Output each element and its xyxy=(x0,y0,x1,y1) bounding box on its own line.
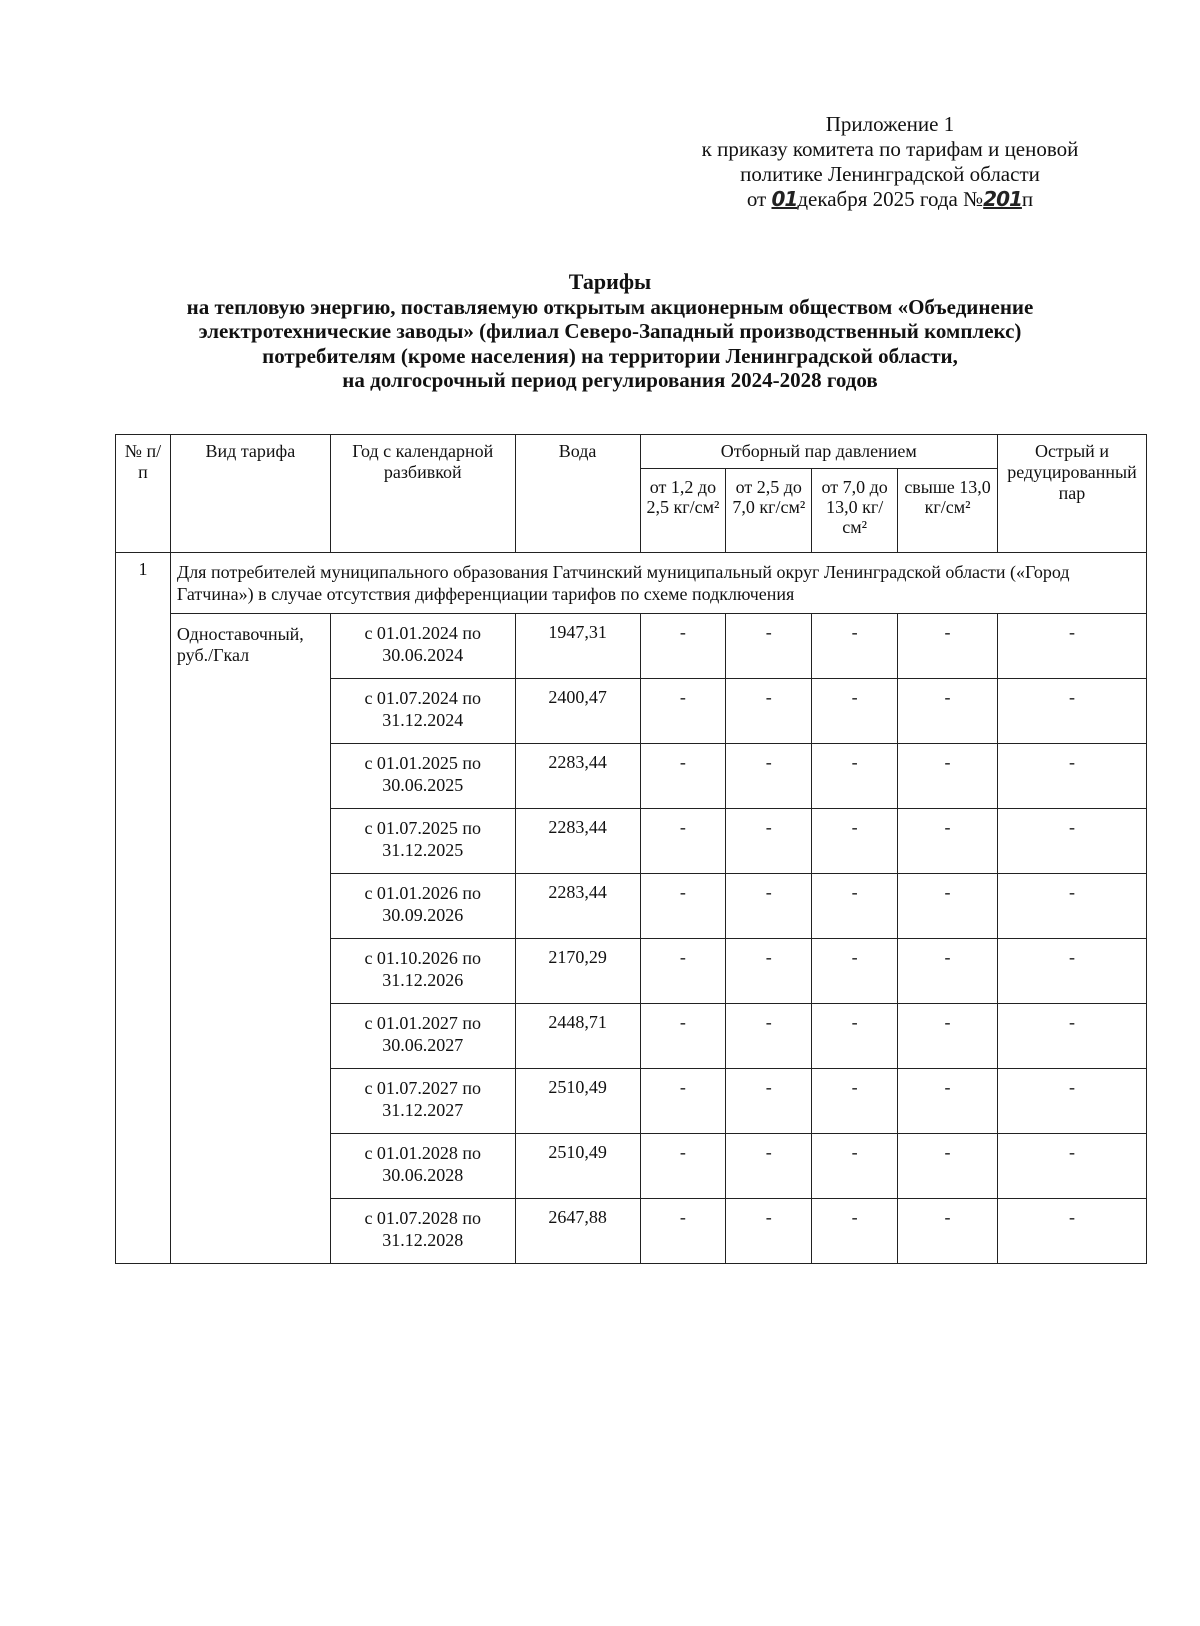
header-num: № п/п xyxy=(116,435,171,553)
water-value-cell: 2400,47 xyxy=(515,679,640,744)
water-value-cell: 2283,44 xyxy=(515,809,640,874)
empty-value-cell: - xyxy=(726,614,812,679)
empty-value-cell: - xyxy=(898,679,998,744)
empty-value-cell: - xyxy=(640,744,726,809)
empty-value-cell: - xyxy=(812,939,898,1004)
empty-value-cell: - xyxy=(812,809,898,874)
water-value-cell: 2170,29 xyxy=(515,939,640,1004)
empty-value-cell: - xyxy=(726,1199,812,1264)
empty-value-cell: - xyxy=(812,1004,898,1069)
empty-value-cell: - xyxy=(898,1134,998,1199)
water-value-cell: 2510,49 xyxy=(515,1134,640,1199)
number-suffix: п xyxy=(1021,187,1034,211)
empty-value-cell: - xyxy=(640,1004,726,1069)
period-cell: с 01.07.2028 по 31.12.2028 xyxy=(330,1199,515,1264)
appendix-line-2: к приказу комитета по тарифам и ценовой xyxy=(701,137,1079,161)
date-prefix: от xyxy=(746,187,767,211)
period-cell: с 01.01.2024 по 30.06.2024 xyxy=(330,614,515,679)
empty-value-cell: - xyxy=(898,874,998,939)
empty-value-cell: - xyxy=(997,744,1146,809)
empty-value-cell: - xyxy=(640,939,726,1004)
empty-value-cell: - xyxy=(812,1134,898,1199)
empty-value-cell: - xyxy=(640,679,726,744)
document-title xyxy=(110,270,1110,393)
empty-value-cell: - xyxy=(726,809,812,874)
empty-value-cell: - xyxy=(997,1004,1146,1069)
water-value-cell: 2448,71 xyxy=(515,1004,640,1069)
empty-value-cell: - xyxy=(726,1134,812,1199)
water-value-cell: 2510,49 xyxy=(515,1069,640,1134)
empty-value-cell: - xyxy=(726,1004,812,1069)
section-description: Для потребителей муниципального образования Гатчинский муниципальный округ Ленинградской области («Город Гатчина») в случае отсутствия дифференциации тарифов по схеме подключения xyxy=(170,553,1146,614)
water-value-cell: 2283,44 xyxy=(515,874,640,939)
empty-value-cell: - xyxy=(726,744,812,809)
empty-value-cell: - xyxy=(898,939,998,1004)
empty-value-cell: - xyxy=(997,809,1146,874)
empty-value-cell: - xyxy=(726,679,812,744)
period-cell: с 01.10.2026 по 31.12.2026 xyxy=(330,939,515,1004)
empty-value-cell: - xyxy=(640,614,726,679)
appendix-block xyxy=(650,112,1130,212)
empty-value-cell: - xyxy=(898,614,998,679)
water-value-cell: 2283,44 xyxy=(515,744,640,809)
empty-value-cell: - xyxy=(726,939,812,1004)
appendix-date-line xyxy=(650,187,1130,212)
title-main: Тарифы xyxy=(568,269,652,294)
empty-value-cell: - xyxy=(640,1134,726,1199)
empty-value-cell: - xyxy=(898,744,998,809)
period-cell: с 01.01.2027 по 30.06.2027 xyxy=(330,1004,515,1069)
empty-value-cell: - xyxy=(640,1199,726,1264)
empty-value-cell: - xyxy=(812,874,898,939)
empty-value-cell: - xyxy=(997,1134,1146,1199)
title-line-2: электротехнические заводы» (филиал Северо-Западный производственный комплекс) xyxy=(198,319,1022,343)
empty-value-cell: - xyxy=(997,1199,1146,1264)
empty-value-cell: - xyxy=(726,874,812,939)
empty-value-cell: - xyxy=(812,1069,898,1134)
empty-value-cell: - xyxy=(812,614,898,679)
period-cell: с 01.01.2028 по 30.06.2028 xyxy=(330,1134,515,1199)
header-pressure-4: свыше 13,0 кг/см² xyxy=(898,469,998,553)
empty-value-cell: - xyxy=(812,744,898,809)
handwritten-number: 201 xyxy=(983,187,1022,211)
period-cell: с 01.07.2024 по 31.12.2024 xyxy=(330,679,515,744)
section-number: 1 xyxy=(116,553,171,1264)
water-value-cell: 1947,31 xyxy=(515,614,640,679)
header-steam: Отборный пар давлением xyxy=(640,435,997,469)
empty-value-cell: - xyxy=(997,679,1146,744)
empty-value-cell: - xyxy=(898,809,998,874)
appendix-line-1: Приложение 1 xyxy=(825,112,955,136)
empty-value-cell: - xyxy=(898,1069,998,1134)
header-pressure-3: от 7,0 до 13,0 кг/см² xyxy=(812,469,898,553)
empty-value-cell: - xyxy=(997,874,1146,939)
water-value-cell: 2647,88 xyxy=(515,1199,640,1264)
period-cell: с 01.07.2027 по 31.12.2027 xyxy=(330,1069,515,1134)
header-sharp-steam: Острый и редуцированный пар xyxy=(997,435,1146,553)
title-line-1: на тепловую энергию, поставляемую открытым акционерным обществом «Объединение xyxy=(186,294,1034,319)
header-year: Год с календарной разбивкой xyxy=(330,435,515,553)
date-middle: декабря 2025 года № xyxy=(797,187,984,211)
empty-value-cell: - xyxy=(640,874,726,939)
empty-value-cell: - xyxy=(997,614,1146,679)
empty-value-cell: - xyxy=(640,809,726,874)
appendix-line-3: политике Ленинградской области xyxy=(740,162,1040,186)
tariff-type: Одноставочный, руб./Гкал xyxy=(170,614,330,1264)
section-row xyxy=(116,553,1147,614)
tariff-table xyxy=(115,434,1147,1264)
period-cell: с 01.01.2025 по 30.06.2025 xyxy=(330,744,515,809)
empty-value-cell: - xyxy=(726,1069,812,1134)
empty-value-cell: - xyxy=(898,1199,998,1264)
title-line-4: на долгосрочный период регулирования 2024-2028 годов xyxy=(342,368,878,392)
empty-value-cell: - xyxy=(997,939,1146,1004)
header-type: Вид тарифа xyxy=(170,435,330,553)
period-cell: с 01.01.2026 по 30.09.2026 xyxy=(330,874,515,939)
title-line-3: потребителям (кроме населения) на территории Ленинградской области, xyxy=(262,343,958,368)
table-row xyxy=(116,614,1147,679)
header-pressure-2: от 2,5 до 7,0 кг/см² xyxy=(726,469,812,553)
empty-value-cell: - xyxy=(640,1069,726,1134)
handwritten-day: 01 xyxy=(771,187,798,211)
empty-value-cell: - xyxy=(997,1069,1146,1134)
empty-value-cell: - xyxy=(812,1199,898,1264)
header-pressure-1: от 1,2 до 2,5 кг/см² xyxy=(640,469,726,553)
header-row-1 xyxy=(116,435,1147,469)
header-water: Вода xyxy=(515,435,640,553)
empty-value-cell: - xyxy=(898,1004,998,1069)
period-cell: с 01.07.2025 по 31.12.2025 xyxy=(330,809,515,874)
empty-value-cell: - xyxy=(812,679,898,744)
